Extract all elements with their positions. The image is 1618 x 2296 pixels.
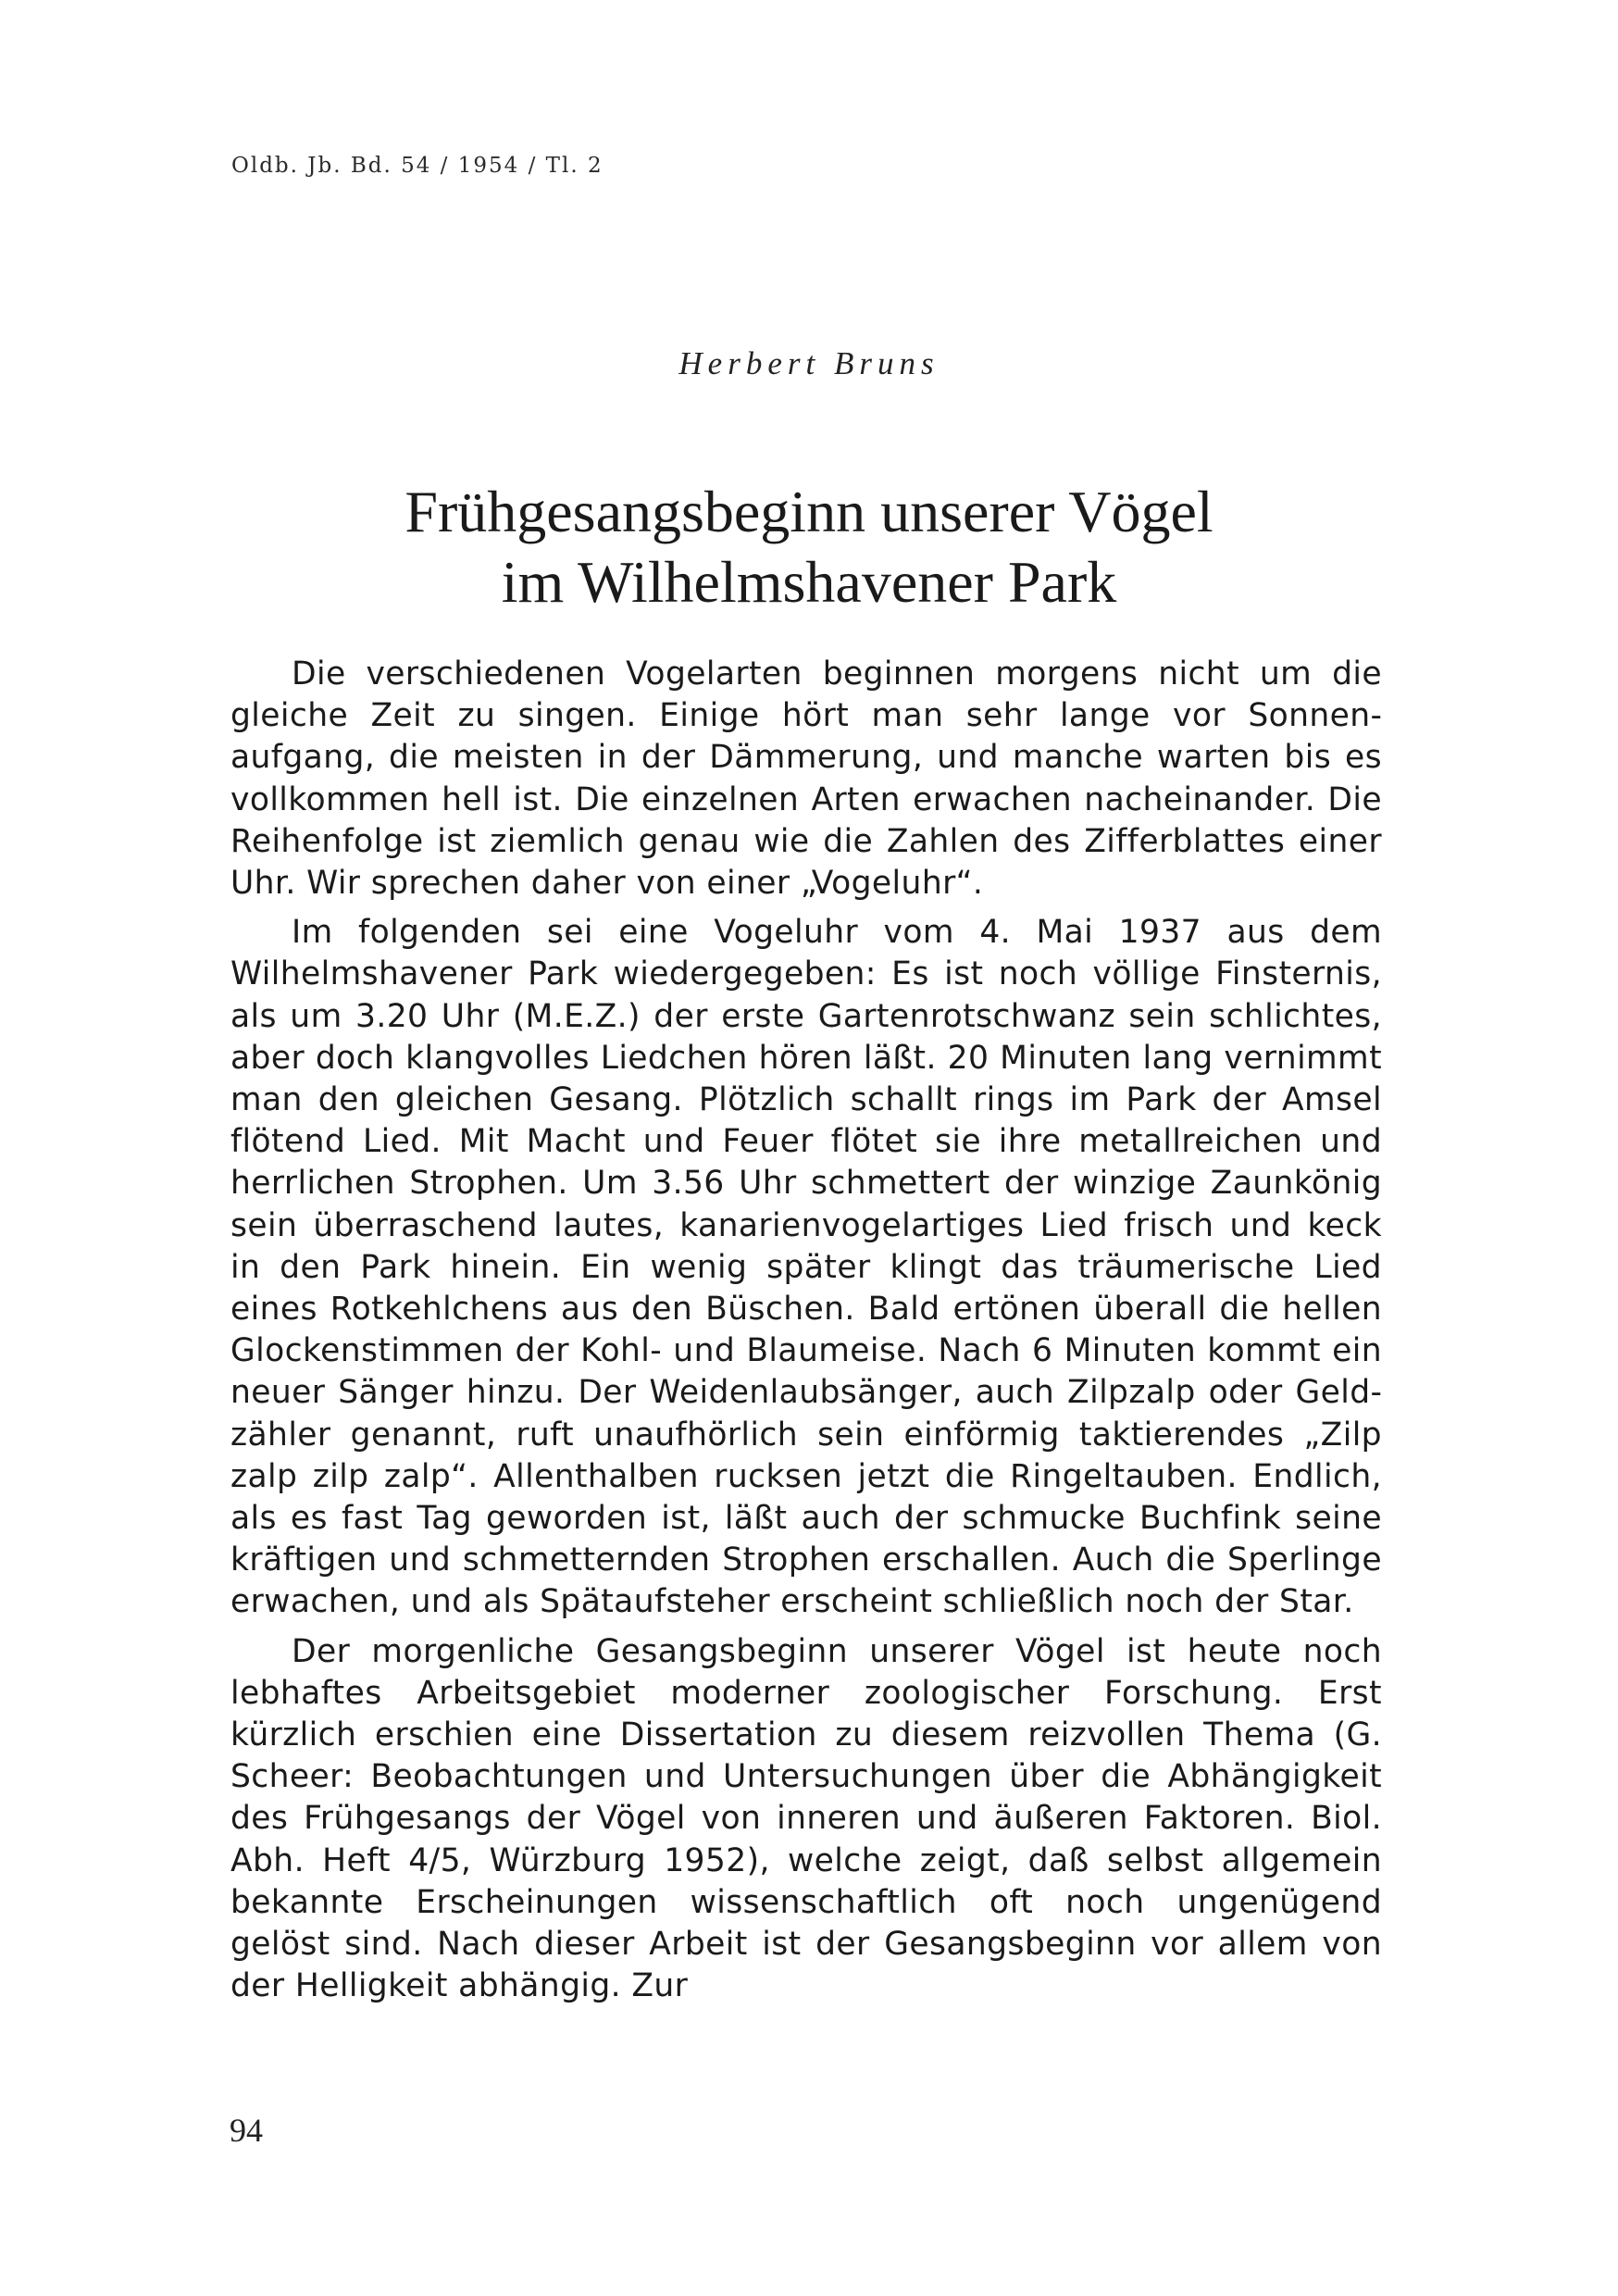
running-header: Oldb. Jb. Bd. 54 / 1954 / Tl. 2 bbox=[231, 154, 604, 178]
article-title-line-2: im Wilhelmshavener Park bbox=[501, 549, 1117, 615]
paragraph-2: Im folgenden sei eine Vogeluhr vom 4. Mai 1937 aus dem Wilhelmshavener Park wiedergegeben: Es ist noch völlige Finsternis, als um 3.20 Uhr (M.E.Z.) der erste Gartenrotschwanz sein schlichtes, aber doch klangvolles Liedchen hören läßt. 20 Minuten lang vernimmt man den gleichen Gesang. Plötzlich schallt rings im Park der Amsel flötend Lied. Mit Macht und Feuer flötet sie ihre metallreichen und herrlichen Strophen. Um 3.56 Uhr schmettert der winzige Zaunkönig sein überraschend lautes, kanarienvogelartiges Lied frisch und keck in den Park hinein. Ein wenig später klingt das träumerische Lied eines Rotkehlchens aus den Büschen. Bald ertönen überall die hellen Glockenstimmen der Kohl- und Blaumeise. Nach 6 Minuten kommt ein neuer Sänger hinzu. Der Weidenlaubsänger, auch Zilpzalp oder Geldzähler genannt, ruft unaufhörlich sein einförmig taktierendes „Zilp zalp zilp zalp“. Allenthalben rucksen jetzt die Ringeltauben. Endlich, als es fast Tag geworden ist, läßt auch der schmucke Buchfink seine kräftigen und schmetternden Strophen erschallen. Auch die Sperlinge erwachen, und als Spätaufsteher erscheint schließlich noch der Star. bbox=[230, 914, 1382, 1621]
article-body bbox=[230, 654, 1382, 2015]
article-title-line-1: Frühgesangsbeginn unserer Vögel bbox=[404, 479, 1214, 544]
paragraph-3: Der morgenliche Gesangsbeginn unserer Vögel ist heute noch lebhaftes Arbeitsgebiet moderner zoologischer Forschung. Erst kürzlich erschien eine Dissertation zu diesem reizvollen Thema (G. Scheer: Beobachtungen und Untersuchungen über die Abhängigkeit des Frühgesangs der Vögel von inneren und äußeren Faktoren. Biol. Abh. Heft 4/5, Würzburg 1952), welche zeigt, daß selbst allgemein bekannte Erscheinungen wissenschaftlich oft noch ungenügend gelöst sind. Nach dieser Arbeit ist der Gesangsbeginn vor allem von der Helligkeit abhängig. Zur bbox=[230, 1632, 1382, 2005]
page-number: 94 bbox=[230, 2112, 263, 2149]
author-name: Herbert Bruns bbox=[678, 345, 940, 381]
article-title bbox=[0, 477, 1618, 618]
paragraph-1: Die verschiedenen Vogelarten beginnen morgens nicht um die gleiche Zeit zu singen. Einige hört man sehr lange vor Sonnenaufgang, die meisten in der Dämmerung, und manche warten bis es vollkommen hell ist. Die einzelnen Arten erwachen nacheinander. Die Reihenfolge ist ziemlich genau wie die Zahlen des Zifferblattes einer Uhr. Wir sprechen daher von einer „Vogeluhr“. bbox=[230, 655, 1382, 903]
